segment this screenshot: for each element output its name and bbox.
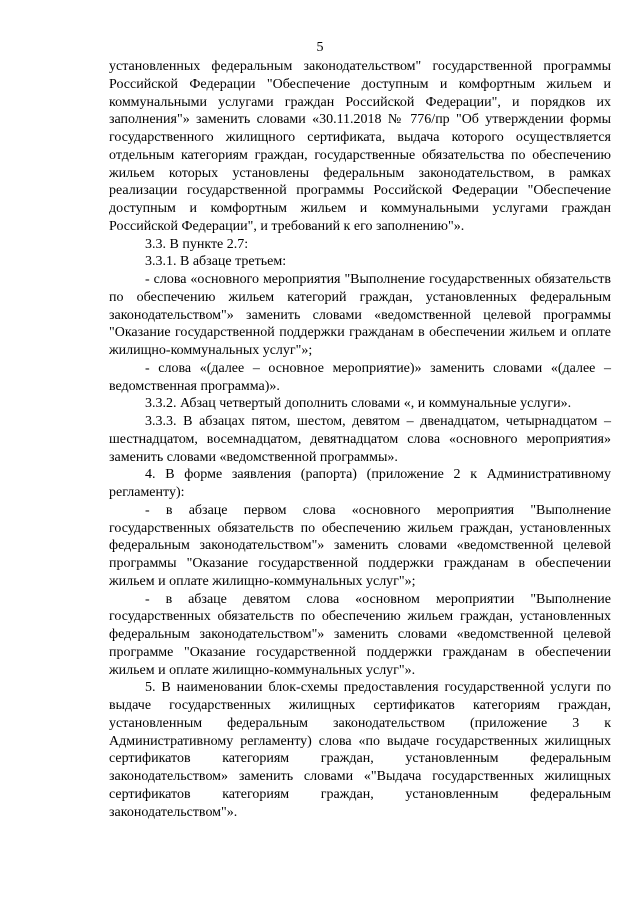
paragraph: - слова «основного мероприятия "Выполнение государственных обязательств по обеспечению жильем категорий граждан, установленных федеральным законодательством"» заменить словами «ведомственной целевой программы "Оказание государственной поддержки гражданам в обеспечении жильем и оплате жилищно-коммунальных услуг"»; bbox=[109, 272, 611, 358]
document-body bbox=[109, 58, 611, 821]
paragraph: установленных федеральным законодательством" государственной программы Российской Федерации "Обеспечение доступным и комфортным жильем и коммунальными услугами граждан Российской Федерации", и порядков их заполнения"» заменить словами «30.11.2018 № 776/пр "Об утверждении формы государственного жилищного сертификата, выдача которого осуществляется отдельным категориям граждан, государственные обязательства по обеспечению жильем которых установлены федеральным законодательством, в рамках реализации государственной программы Российской Федерации "Обеспечение доступным и комфортным жильем и коммунальными услугами граждан Российской Федерации", и требований к его заполнению"». bbox=[109, 59, 611, 234]
paragraph: 4. В форме заявления (рапорта) (приложение 2 к Административному регламенту): bbox=[109, 467, 611, 500]
paragraph: 3.3.1. В абзаце третьем: bbox=[145, 254, 287, 270]
paragraph: 5. В наименовании блок-схемы предоставления государственной услуги по выдаче государственных жилищных сертификатов категориям граждан, установленным федеральным законодательством (приложение 3 к Административному регламенту) слова «по выдаче государственных жилищных сертификатов категориям граждан, установленным федеральным законодательством» заменить словами «"Выдача государственных жилищных сертификатов категориям граждан, установленным федеральным законодательством"». bbox=[109, 680, 611, 820]
paragraph: 3.3.2. Абзац четвертый дополнить словами «, и коммунальные услуги». bbox=[145, 396, 572, 412]
paragraph: - в абзаце девятом слова «основном мероприятии "Выполнение государственных обязательств по обеспечению жильем граждан, установленных федеральным законодательством"» заменить словами «ведомственной целевой программе "Оказание государственной поддержки гражданам в обеспечении жильем и оплате жилищно-коммунальных услуг"». bbox=[109, 591, 611, 678]
paragraph: 3.3. В пункте 2.7: bbox=[145, 236, 249, 252]
paragraph: 3.3.3. В абзацах пятом, шестом, девятом – двенадцатом, четырнадцатом – шестнадцатом, восемнадцатом, девятнадцатом слова «основного мероприятия» заменить словами «ведомственной программы». bbox=[109, 414, 611, 465]
page-number: 5 bbox=[316, 40, 324, 55]
paragraph: - в абзаце первом слова «основного мероприятия "Выполнение государственных обязательств по обеспечению жильем граждан, установленных федеральным законодательством"» заменить словами «ведомственной целевой программы "Оказание государственной поддержки гражданам в обеспечении жильем и оплате жилищно-коммунальных услуг"»; bbox=[109, 502, 611, 589]
paragraph: - слова «(далее – основное мероприятие)» заменить словами «(далее – ведомственная программа)». bbox=[109, 360, 611, 394]
